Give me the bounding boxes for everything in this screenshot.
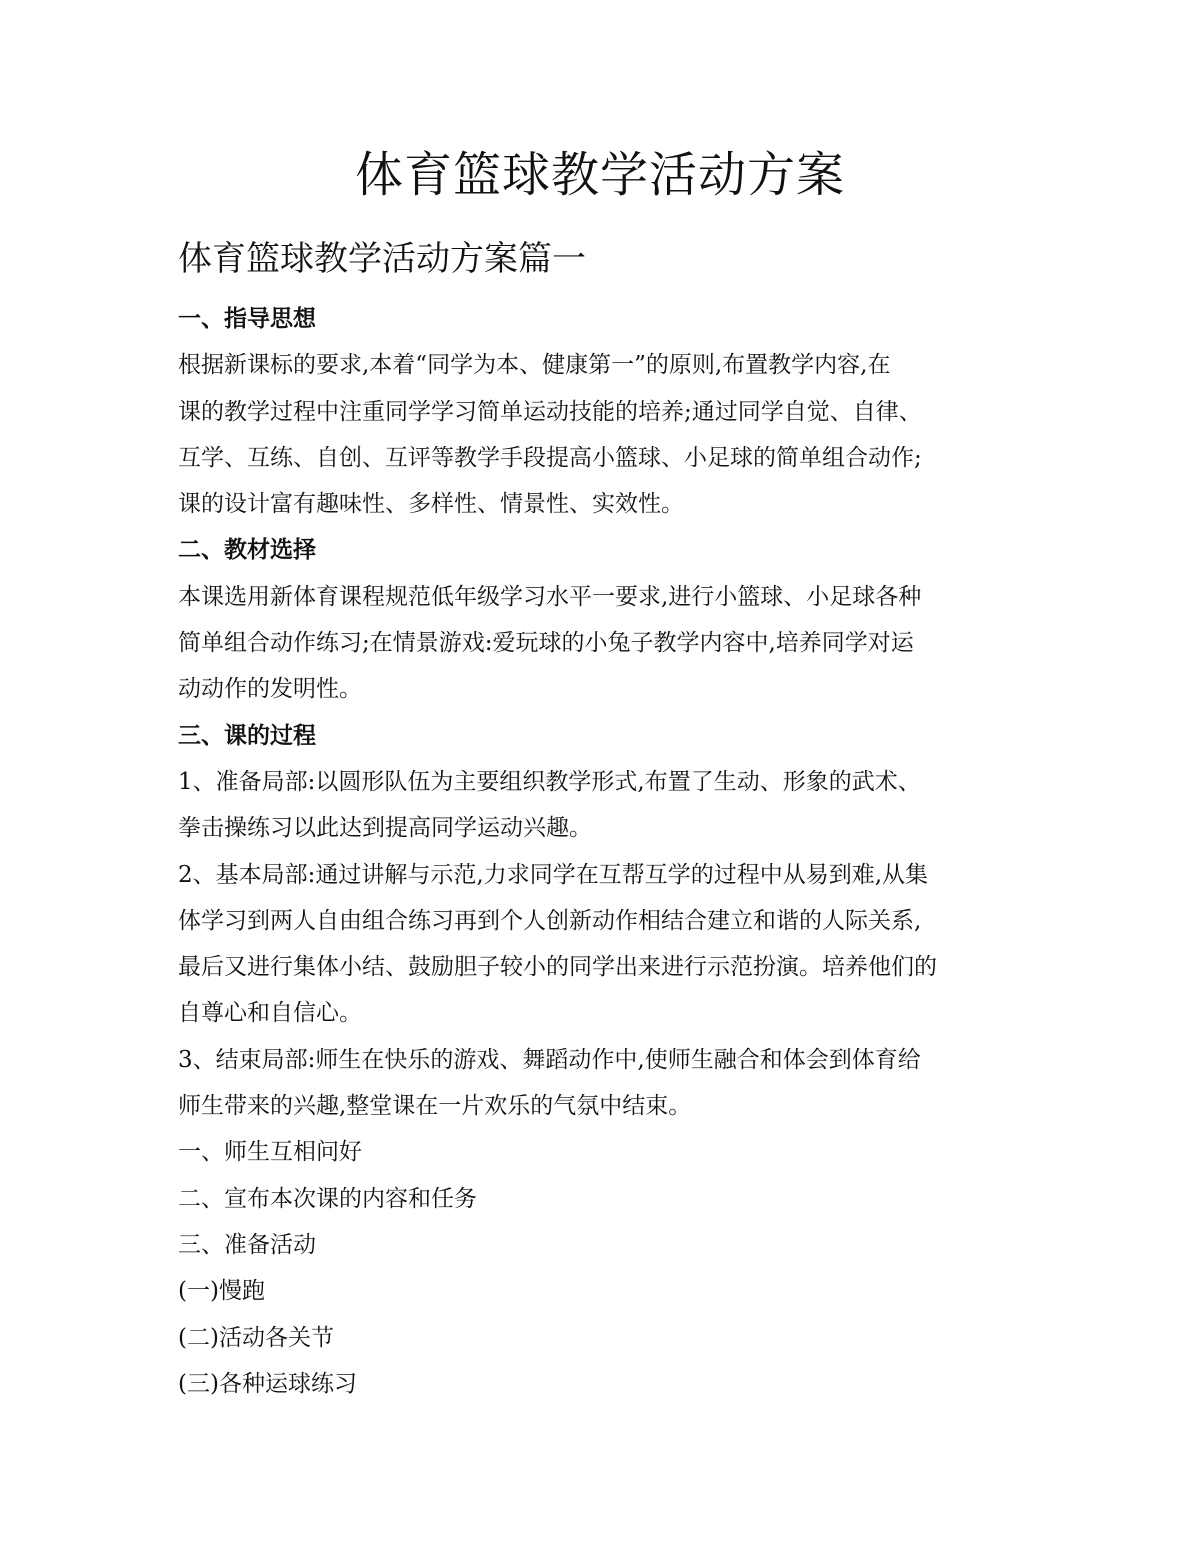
document-subtitle: 体育篮球教学活动方案篇一 bbox=[178, 239, 586, 279]
list-item: 二、宣布本次课的内容和任务 bbox=[178, 1185, 477, 1212]
list-item: 三、准备活动 bbox=[178, 1231, 316, 1258]
paragraph-line: 自尊心和自信心。 bbox=[178, 1000, 362, 1027]
document-body bbox=[178, 296, 1028, 1407]
list-item: 一、师生互相问好 bbox=[178, 1139, 362, 1166]
paragraph-line: 动动作的发明性。 bbox=[178, 676, 362, 703]
paragraph-line: 1、准备局部:以圆形队伍为主要组织教学形式,布置了生动、形象的武术、 bbox=[178, 768, 921, 795]
section-heading-material-selection: 二、教材选择 bbox=[178, 536, 316, 564]
paragraph-line: 体学习到两人自由组合练习再到个人创新动作相结合建立和谐的人际关系, bbox=[178, 907, 922, 934]
paragraph-line: 最后又进行集体小结、鼓励胆子较小的同学出来进行示范扮演。培养他们的 bbox=[178, 954, 937, 981]
section-heading-guiding-thought: 一、指导思想 bbox=[178, 305, 316, 332]
paragraph-line: 课的教学过程中注重同学学习简单运动技能的培养;通过同学自觉、自律、 bbox=[178, 398, 922, 425]
section-heading-class-process: 三、课的过程 bbox=[178, 721, 316, 749]
paragraph-line: 互学、互练、自创、互评等教学手段提高小篮球、小足球的简单组合动作; bbox=[178, 444, 922, 471]
sub-list-item: (二)活动各关节 bbox=[178, 1324, 334, 1351]
paragraph-line: 根据新课标的要求,本着“同学为本、健康第一”的原则,布置教学内容,在 bbox=[178, 352, 891, 379]
paragraph-line: 师生带来的兴趣,整堂课在一片欢乐的气氛中结束。 bbox=[178, 1093, 692, 1120]
paragraph-line: 课的设计富有趣味性、多样性、情景性、实效性。 bbox=[178, 491, 684, 518]
paragraph-line: 3、结束局部:师生在快乐的游戏、舞蹈动作中,使师生融合和体会到体育给 bbox=[178, 1046, 921, 1073]
paragraph-line: 拳击操练习以此达到提高同学运动兴趣。 bbox=[178, 815, 592, 842]
paragraph-line: 简单组合动作练习;在情景游戏:爱玩球的小兔子教学内容中,培养同学对运 bbox=[178, 630, 914, 657]
document-title: 体育篮球教学活动方案 bbox=[354, 147, 845, 203]
sub-list-item: (三)各种运球练习 bbox=[178, 1370, 357, 1397]
sub-list-item: (一)慢跑 bbox=[178, 1278, 265, 1305]
paragraph-line: 2、基本局部:通过讲解与示范,力求同学在互帮互学的过程中从易到难,从集 bbox=[178, 861, 929, 888]
paragraph-line: 本课选用新体育课程规范低年级学习水平一要求,进行小篮球、小足球各种 bbox=[178, 583, 922, 610]
